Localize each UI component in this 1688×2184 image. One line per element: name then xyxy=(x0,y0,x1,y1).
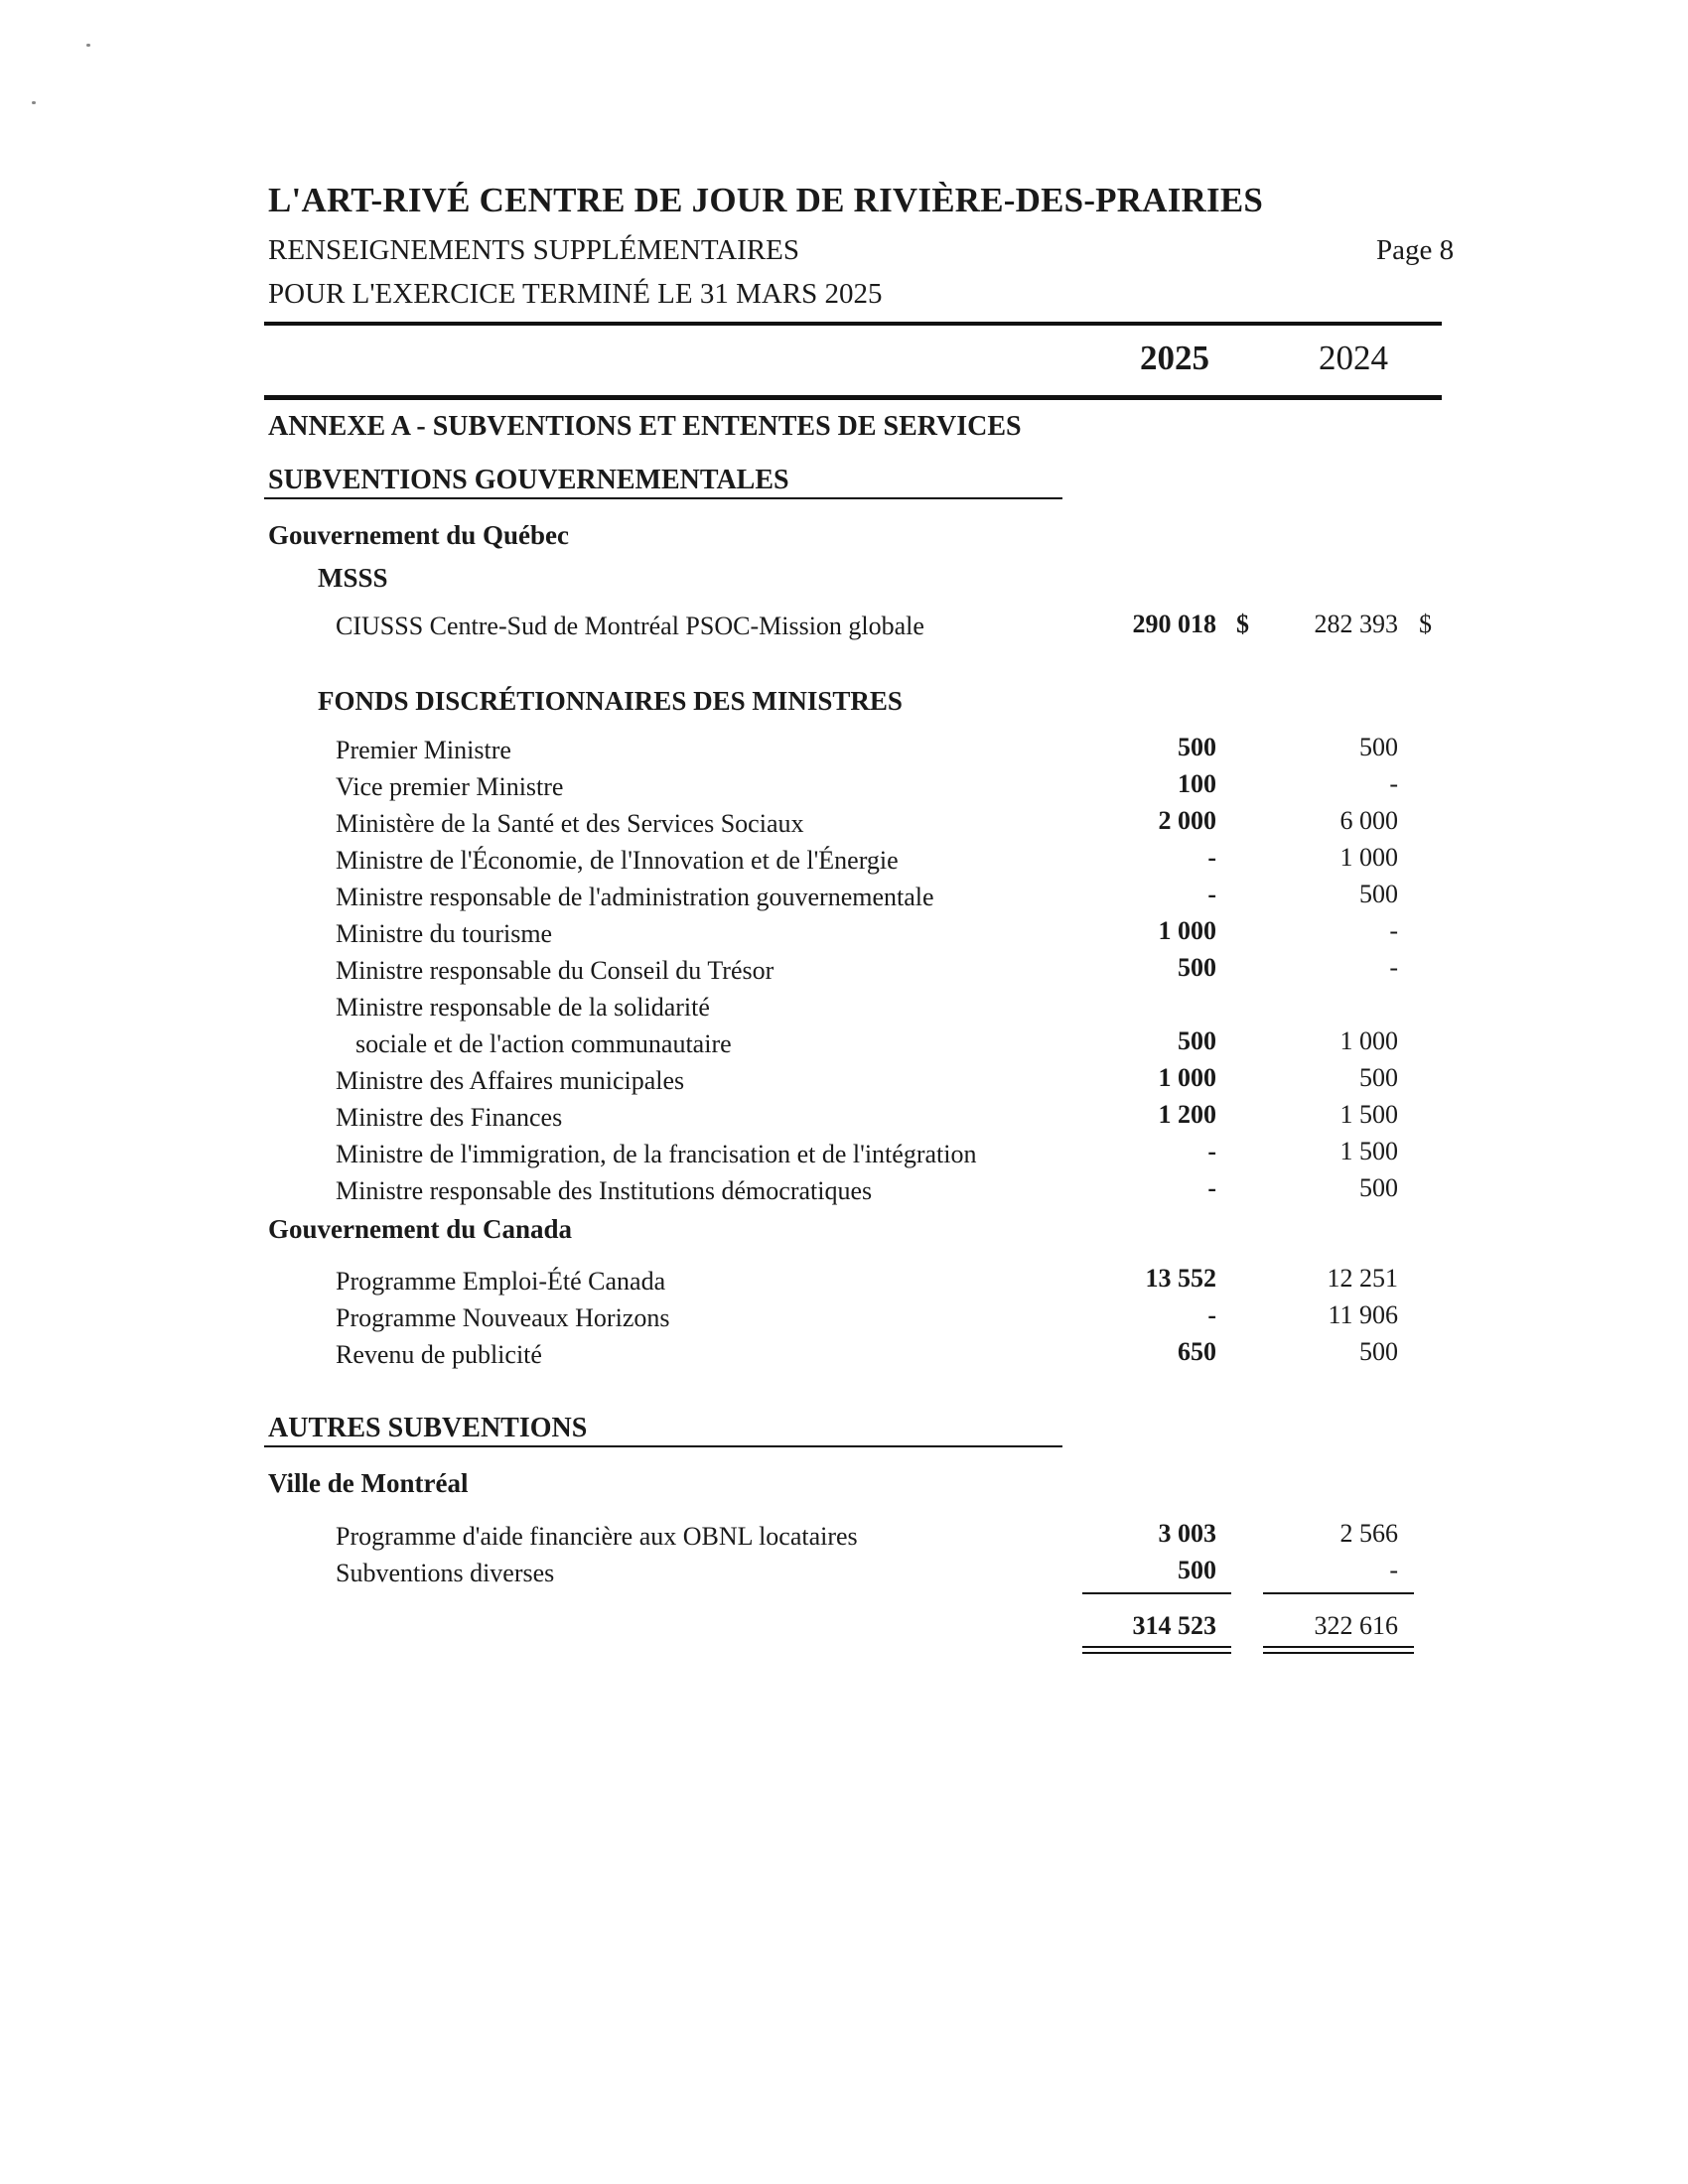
row-label: Ministère de la Santé et des Services Sociaux xyxy=(336,809,804,838)
row-label: Programme d'aide financière aux OBNL locataires xyxy=(336,1522,858,1551)
column-header-previous-year: 2024 xyxy=(1319,339,1388,377)
value-2024: 1 000 xyxy=(1339,1026,1398,1055)
value-2025: 1 000 xyxy=(1158,1063,1216,1092)
row-label: Vice premier Ministre xyxy=(336,772,564,801)
row-label: Subventions diverses xyxy=(336,1559,555,1587)
value-2024: 500 xyxy=(1359,1337,1398,1366)
row-label: Programme Emploi-Été Canada xyxy=(336,1267,666,1296)
fiscal-period: POUR L'EXERCICE TERMINÉ LE 31 MARS 2025 xyxy=(268,278,883,310)
row-label: Ministre responsable de la solidarité xyxy=(336,993,710,1022)
row-label: Ministre du tourisme xyxy=(336,919,553,948)
group-title: Ville de Montréal xyxy=(268,1468,469,1498)
value-2024: 1 500 xyxy=(1339,1100,1398,1129)
column-header-rule xyxy=(264,395,1442,400)
value-2025: 500 xyxy=(1178,1556,1216,1584)
row-label: Ministre de l'Économie, de l'Innovation et de l'Énergie xyxy=(336,846,899,875)
total-double-rule-2025-top xyxy=(1082,1646,1231,1648)
group-title: Gouvernement du Canada xyxy=(268,1214,573,1244)
row-label: Revenu de publicité xyxy=(336,1340,542,1369)
column-header-current-year: 2025 xyxy=(1140,339,1209,377)
value-2024: 500 xyxy=(1359,733,1398,761)
value-2024: 282 393 xyxy=(1314,610,1398,638)
total-2025: 314 523 xyxy=(1132,1611,1216,1640)
row-label: Ministre responsable du Conseil du Trésor xyxy=(336,956,774,985)
value-2024: 500 xyxy=(1359,1063,1398,1092)
value-2024: 12 251 xyxy=(1327,1264,1398,1293)
value-2025: 500 xyxy=(1178,1026,1216,1055)
row-label: Ministre responsable des Institutions démocratiques xyxy=(336,1176,873,1205)
value-2025: 1 200 xyxy=(1158,1100,1216,1129)
value-2025: 1 000 xyxy=(1158,916,1216,945)
value-2024: - xyxy=(1389,769,1398,798)
value-2025: 100 xyxy=(1178,769,1216,798)
value-2024: 11 906 xyxy=(1328,1300,1398,1329)
row-label: Ministre des Finances xyxy=(336,1103,563,1132)
value-2024: 1 000 xyxy=(1339,843,1398,872)
value-2025: - xyxy=(1207,1137,1216,1165)
value-2024: - xyxy=(1389,953,1398,982)
value-2024: 500 xyxy=(1359,880,1398,908)
header-rule xyxy=(264,322,1442,326)
row-label: Ministre des Affaires municipales xyxy=(336,1066,685,1095)
total-double-rule-2024-top xyxy=(1263,1646,1414,1648)
subtotal-rule-2025 xyxy=(1082,1592,1231,1594)
total-2024: 322 616 xyxy=(1314,1611,1398,1640)
value-2025: - xyxy=(1207,880,1216,908)
section-title: SUBVENTIONS GOUVERNEMENTALES xyxy=(268,465,789,495)
value-2025: 500 xyxy=(1178,953,1216,982)
scan-speck xyxy=(86,44,90,47)
value-2024: 2 566 xyxy=(1339,1519,1398,1548)
annexe-title: ANNEXE A - SUBVENTIONS ET ENTENTES DE SERVICES xyxy=(268,411,1022,442)
value-2025: - xyxy=(1207,843,1216,872)
value-2025: 2 000 xyxy=(1158,806,1216,835)
value-2024: 1 500 xyxy=(1339,1137,1398,1165)
section-title: AUTRES SUBVENTIONS xyxy=(268,1413,588,1443)
document-title: L'ART-RIVÉ CENTRE DE JOUR DE RIVIÈRE-DES-PRAIRIES xyxy=(268,181,1264,219)
value-2024: 500 xyxy=(1359,1173,1398,1202)
value-2025: 500 xyxy=(1178,733,1216,761)
total-double-rule-2025-bottom xyxy=(1082,1652,1231,1654)
row-label: Ministre de l'immigration, de la francisation et de l'intégration xyxy=(336,1140,977,1168)
value-2025: - xyxy=(1207,1300,1216,1329)
row-label: Programme Nouveaux Horizons xyxy=(336,1303,670,1332)
value-2024: - xyxy=(1389,916,1398,945)
row-label: Ministre responsable de l'administration gouvernementale xyxy=(336,883,934,911)
row-label-continuation: sociale et de l'action communautaire xyxy=(355,1029,732,1058)
currency-symbol: $ xyxy=(1419,610,1432,638)
value-2025: 290 018 xyxy=(1132,610,1216,638)
document-subtitle: RENSEIGNEMENTS SUPPLÉMENTAIRES xyxy=(268,234,800,266)
value-2025: 650 xyxy=(1178,1337,1216,1366)
value-2025: - xyxy=(1207,1173,1216,1202)
subgroup-title: MSSS xyxy=(318,563,388,593)
group-title: Gouvernement du Québec xyxy=(268,520,569,550)
section-underline xyxy=(264,1445,1062,1447)
page-number: Page 8 xyxy=(1376,234,1455,266)
total-double-rule-2024-bottom xyxy=(1263,1652,1414,1654)
currency-symbol: $ xyxy=(1236,610,1249,638)
value-2025: 13 552 xyxy=(1145,1264,1216,1293)
section-underline xyxy=(264,497,1062,499)
scan-speck xyxy=(32,101,36,104)
value-2024: 6 000 xyxy=(1339,806,1398,835)
value-2024: - xyxy=(1389,1556,1398,1584)
subtotal-rule-2024 xyxy=(1263,1592,1414,1594)
row-label: Premier Ministre xyxy=(336,736,511,764)
row-label: CIUSSS Centre-Sud de Montréal PSOC-Mission globale xyxy=(336,612,924,640)
subgroup-title: FONDS DISCRÉTIONNAIRES DES MINISTRES xyxy=(318,686,903,716)
value-2025: 3 003 xyxy=(1158,1519,1216,1548)
